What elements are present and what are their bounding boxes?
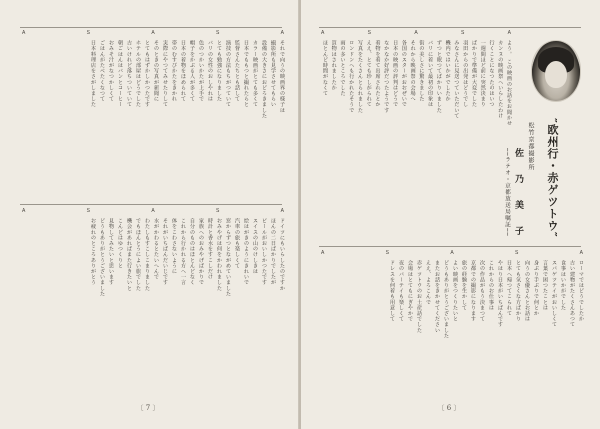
- text-line: 見物してみたいと思います: [108, 218, 114, 286]
- text-line: おみやげは何をかわれました: [216, 218, 222, 291]
- speaker-mark: A: [321, 30, 325, 36]
- text-line: どうもありがとうございました: [99, 218, 105, 297]
- text-line: 監督さんたちとも話して: [234, 40, 240, 102]
- text-line: お疲れのところありがとう: [90, 218, 96, 286]
- speaker-mark: A: [450, 250, 454, 256]
- text-line: これからのお仕事は: [488, 260, 494, 311]
- text-line: 日本料理店をさがしました: [90, 40, 96, 108]
- text-column-left-lower: [22, 218, 284, 388]
- text-line: ほんの二日ばかりでしたが: [270, 218, 276, 286]
- text-line: ごはんがたべたくなつて: [99, 40, 105, 102]
- text-line: ローマではどうでしたか: [578, 260, 584, 322]
- text-line: 時計と香水をすこしだけ: [207, 218, 213, 280]
- text-line: 街の美しさに驚きました: [418, 40, 425, 102]
- text-line: でもほんとうによい旅でした: [135, 218, 141, 291]
- text-line: それがいちばんだいじです: [162, 218, 168, 286]
- speaker-mark: A: [414, 30, 418, 36]
- text-line: スイスの山のけしきは: [252, 218, 258, 274]
- text-line: 古い建物がたくさんあつて: [569, 260, 575, 328]
- text-line: 着物を着て出席されたとか: [374, 40, 381, 108]
- text-line: 旅の経験を生かして: [461, 260, 467, 311]
- text-line: よう。 この映画のお話をお聞かせ: [506, 40, 512, 127]
- text-line: どうもありがとうございました: [443, 260, 449, 339]
- text-line: 古いけれど落ちついていて: [126, 40, 132, 108]
- speaker-marks-upper-left: [22, 30, 284, 36]
- text-line: ドレスを何着も用意して: [389, 260, 395, 322]
- divider-top-left: [20, 27, 282, 28]
- text-line: とても気さくな方ばかり: [515, 260, 521, 322]
- text-line: それで向うの映画界の様子は: [279, 40, 285, 113]
- author-affiliation: 松竹京都撮影所: [527, 122, 534, 171]
- text-line: パリに着いて最初の印象は: [427, 40, 434, 108]
- text-line: 日本へ帰つてこられて: [506, 260, 512, 316]
- text-line: 写真をたくさんとられました: [356, 40, 363, 113]
- text-line: 実際にやつてみせたりして: [162, 40, 168, 108]
- divider-top-right: [319, 27, 581, 28]
- text-line: 夜のパーテイも楽しくて: [398, 260, 404, 322]
- text-line: ホテルの部屋はどうでした: [135, 40, 141, 108]
- speaker-mark: A: [280, 208, 284, 214]
- text-line: ロンドンへも行かれたそうで: [348, 40, 355, 113]
- text-line: こんどはゆつくりと: [117, 218, 123, 269]
- author-name: 佐 乃 美 子: [513, 148, 523, 239]
- text-line: 絵はがきのようにきれいで: [243, 218, 249, 286]
- text-line: ええ、とても珍しがられて: [365, 40, 372, 108]
- text-line: これから行かれる方へ一言: [180, 218, 186, 286]
- text-line: 次の作品がもう決まつて: [479, 260, 485, 322]
- text-line: カラー映画がとても多くて: [252, 40, 258, 108]
- text-line: 体をこわさないように: [171, 218, 177, 274]
- text-line: ビールがおいしかつたです: [261, 218, 267, 286]
- speaker-mark: S: [86, 30, 90, 36]
- text-line: 雨の多いところでした: [339, 40, 346, 96]
- speaker-mark: A: [151, 30, 155, 36]
- text-line: みなさんに見送つていただいて: [453, 40, 460, 119]
- text-line: 買物はされましたか: [330, 40, 337, 91]
- speaker-mark: A: [22, 30, 26, 36]
- speaker-mark: S: [514, 250, 519, 256]
- text-line: ドイツにもいらしたのですか: [279, 218, 285, 291]
- text-line: よい映画をつくりたいと: [452, 260, 458, 322]
- text-line: 食事はいかがでした: [560, 260, 566, 311]
- text-line: そのときの写真が新聞に: [153, 40, 159, 102]
- text-line: 赤ゲツトウのお土産話でした: [416, 260, 422, 333]
- text-line: 各国のスターがおおぜいで: [400, 40, 407, 108]
- left-page: [0, 0, 299, 429]
- article-title: ″欧州行・赤ゲツトウ″: [546, 118, 559, 238]
- divider-middle-right: [319, 246, 581, 247]
- text-line: 言葉で困つたことは: [542, 260, 548, 311]
- text-line: ええ、よろこんで: [425, 260, 431, 305]
- speaker-marks-lower-left: [22, 208, 284, 214]
- text-column-left-upper: [22, 40, 284, 200]
- text-line: 身ぶり手ぶりで何とか: [533, 260, 539, 316]
- text-line: 水がかわるとたいへんで: [153, 218, 159, 280]
- text-line: 撮影所も見学させてもらい: [270, 40, 276, 108]
- text-line: 朝ごはんはパンとコーヒー: [117, 40, 123, 108]
- text-column-right-lower: [321, 260, 583, 388]
- text-line: またお話をきかせてください: [434, 260, 440, 333]
- text-line: 演技の方法もちがつていて: [225, 40, 231, 108]
- text-line: ばかりで準備が大変でした: [470, 40, 477, 108]
- text-line: 日本でももつと撮れたらと: [243, 40, 249, 108]
- text-column-right-upper: [321, 40, 511, 240]
- text-line: わたしもすこしこまりました: [144, 218, 150, 291]
- portrait-face: [545, 61, 567, 88]
- text-line: とてもはずかしかつたです: [144, 40, 150, 108]
- text-line: 向うの女優さんとお話は: [524, 260, 530, 322]
- text-line: 色のつかいかたが上手で: [198, 40, 204, 102]
- text-line: 帯のむすびかたをきかれ: [171, 40, 177, 102]
- speaker-mark: S: [86, 208, 90, 214]
- text-line: 機内ではいかがでしたか: [444, 40, 451, 102]
- author-role: ──ラテオ・京都放送局嘱託──: [504, 148, 510, 237]
- text-line: 設備の大きさにおどろきました: [261, 40, 267, 119]
- text-line: 窓からずつとながめていました: [225, 218, 231, 297]
- speaker-mark: S: [367, 30, 371, 36]
- text-line: パリの女性のおしやれは: [207, 40, 213, 102]
- text-line: おみそ汁がなつかしくて: [108, 40, 114, 102]
- speaker-mark: A: [507, 30, 511, 36]
- speaker-mark: A: [151, 208, 155, 214]
- speaker-mark: S: [385, 250, 389, 256]
- text-line: 機会があればまた行きたいと: [126, 218, 132, 291]
- text-line: カンヌの映画祭へいらしたわけ: [497, 40, 504, 119]
- text-line: 羽田からの出発はどうでし: [462, 40, 469, 108]
- speaker-mark: A: [22, 208, 26, 214]
- text-line: それから映画祭の会場へ: [409, 40, 416, 102]
- text-line: 一週間ほど前に突然決まり: [479, 40, 486, 108]
- text-line: 汽車の旅も楽しくて: [234, 218, 240, 269]
- text-line: 自分のものはほとんどなく: [189, 218, 195, 286]
- text-line: 京都での撮影になります: [470, 260, 476, 322]
- speaker-mark: A: [280, 30, 284, 36]
- text-line: ほとんど時間がなくて: [321, 40, 328, 96]
- text-line: 帽子をかぶる人が多くて: [189, 40, 195, 102]
- text-line: 行くことになつたのはいつ: [488, 40, 495, 108]
- text-line: とても勉強になりました: [216, 40, 222, 102]
- page-number-right: 〔 6 〕: [437, 404, 461, 412]
- speaker-mark: A: [321, 250, 325, 256]
- speaker-marks-lower-right: [321, 250, 583, 256]
- text-line: 家族へのおみやげばかりで: [198, 218, 204, 286]
- text-line: ずつと眠つてばかりいました: [435, 40, 442, 113]
- author-portrait: [531, 40, 581, 102]
- page-number-left: 〔 7 〕: [136, 404, 160, 412]
- text-line: 日本の映画の評判はどうで: [392, 40, 399, 108]
- text-line: 日本の着物をほめられて: [180, 40, 186, 102]
- text-line: やはり日本がいちばんです: [497, 260, 503, 328]
- text-line: なかなか好評だつたようです: [383, 40, 390, 113]
- divider-middle-left: [20, 204, 282, 205]
- speaker-marks-upper-right: [321, 30, 511, 36]
- speaker-mark: S: [215, 30, 220, 36]
- text-line: スパゲツテイがおいしくて: [551, 260, 557, 328]
- speaker-mark: S: [215, 208, 220, 214]
- text-line: 会場はとてもにぎやかで: [407, 260, 413, 322]
- speaker-mark: S: [460, 30, 465, 36]
- speaker-mark: A: [579, 250, 583, 256]
